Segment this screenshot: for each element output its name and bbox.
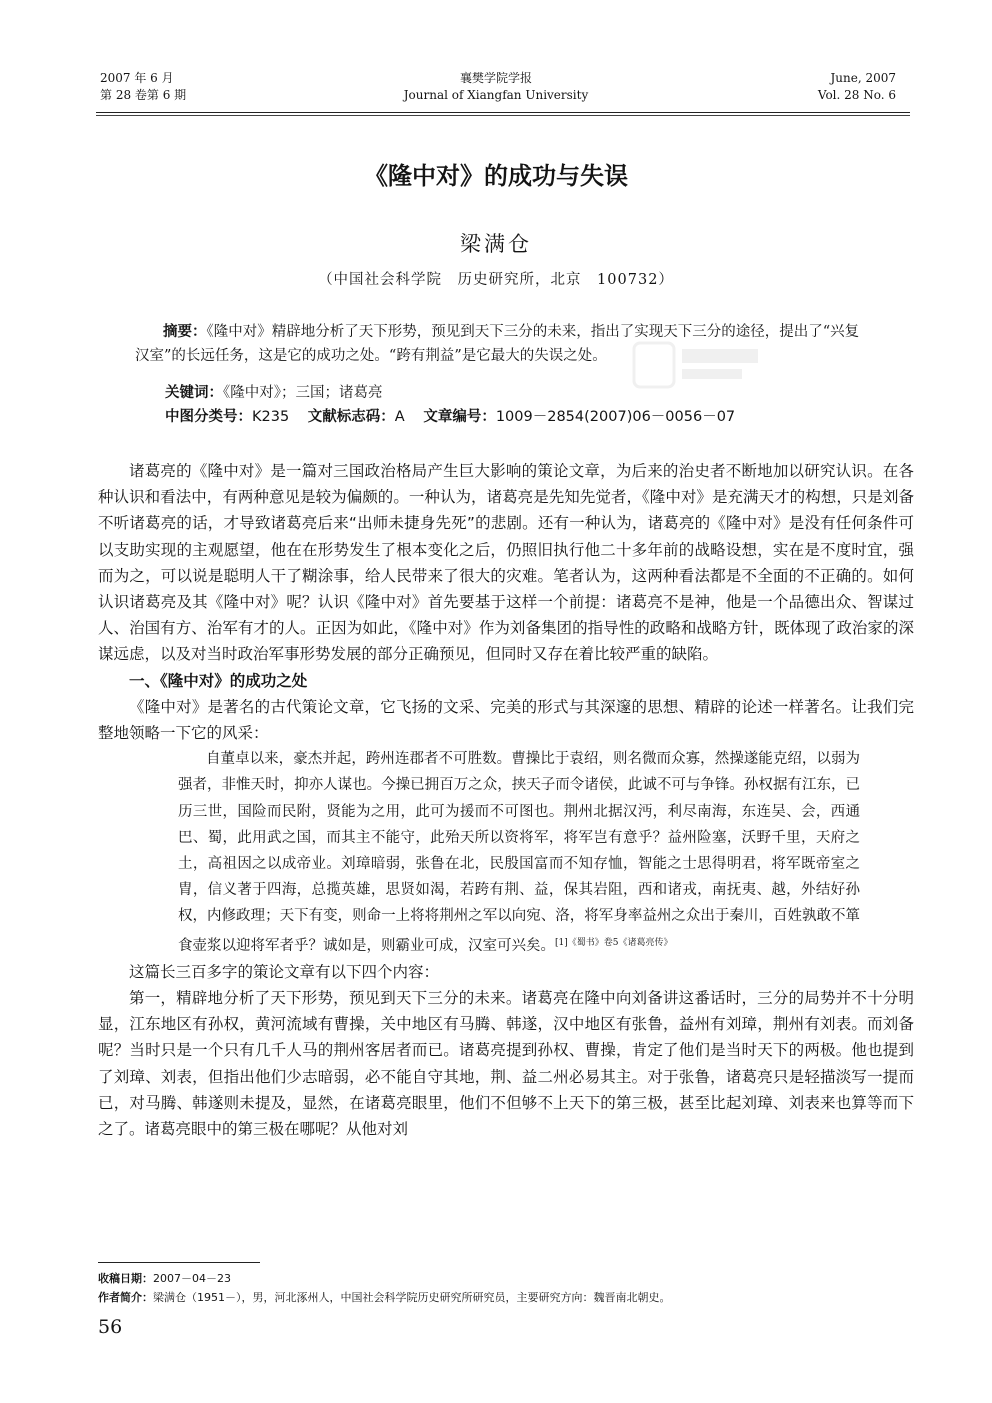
header-rule — [96, 112, 910, 113]
body-paragraph-3: 这篇长三百多字的策论文章有以下四个内容： — [129, 962, 440, 981]
footnote-received — [98, 1270, 918, 1288]
received-label: 收稿日期： — [98, 1272, 153, 1285]
footnote-rule — [98, 1262, 260, 1263]
issue-date: 2007 年 6 月 — [100, 71, 174, 85]
article-author: 梁满仓 — [460, 232, 532, 256]
point-text: 诸葛亮在隆中向刘备讲这番话时，三分的局势并不十分明显，江东地区有孙权，黄河流域有曹操，关中地区有马腾、韩遂，汉中地区有张鲁，益州有刘璋，荆州有刘表。而刘备呢？当时只是一个只有几千人马的荆州客居者而已。诸葛亮提到孙权、曹操，肯定了他们是当时天下的两极。他也提到了刘璋、刘表，但指出他们少志暗弱，必不能自守其地，荆、益二州必易其主。对于张鲁，诸葛亮只是轻描淡写一提而已，对马腾、韩遂则未提及，显然，在诸葛亮眼里，他们不但够不上天下的第三极，甚至比起刘璋、刘表来也算等而下之了。诸葛亮眼中的第三极在哪呢？从他对刘 — [98, 989, 914, 1139]
body-paragraph-2: 《隆中对》是著名的古代策论文章，它飞扬的文采、完美的形式与其深邃的思想、精辟的论述一样著名。让我们完整地领略一下它的风采： — [98, 697, 914, 743]
abstract-text: 《隆中对》精辟地分析了天下形势，预见到天下三分的未来，指出了实现天下三分的途径，提出了“兴复汉室”的长远任务，这是它的成功之处。“跨有荆益”是它最大的失误之处。 — [135, 324, 860, 364]
received-value: 2007－04－23 — [153, 1272, 231, 1285]
clc-value: K235 — [252, 409, 290, 425]
point-lead: 第一，精辟地分析了天下形势，预见到天下三分的未来。 — [129, 989, 522, 1008]
page-number: 56 — [98, 1316, 123, 1338]
author-affiliation: （中国社会科学院 历史研究所，北京 100732） — [318, 272, 674, 288]
quote-text: 自董卓以来，豪杰并起，跨州连郡者不可胜数。曹操比于袁绍，则名微而众寡，然操遂能克绍，以弱为强者，非惟天时，抑亦人谋也。今操已拥百万之众，挟天子而令诸侯，此诚不可与争锋。孙权据有江东，已历三世，国险而民附，贤能为之用，此可为援而不可图也。荆州北据汉沔，利尽南海，东连吴、会，西通巴、蜀，此用武之国，而其主不能守，此殆天所以资将军，将军岂有意乎？益州险塞，沃野千里，天府之土，高祖因之以成帝业。刘璋暗弱，张鲁在北，民殷国富而不知存恤，智能之士思得明君，将军既帝室之胄，信义著于四海，总揽英雄，思贤如渴，若跨有荆、益，保其岩阻，西和诸戎，南抚夷、越，外结好孙权，内修政理；天下有变，则命一上将将荆州之军以向宛、洛，将军身率益州之众出于秦川，百姓孰敢不箪食壶浆以迎将军者乎？诚如是，则霸业可成，汉室可兴矣。 — [178, 751, 860, 954]
quote-citation: [1]《蜀书》卷5《诸葛亮传》 — [555, 937, 673, 948]
article-no-value: 1009－2854(2007)06－0056－07 — [495, 409, 736, 425]
block-quote — [98, 746, 914, 959]
classification-line — [165, 405, 895, 429]
author-bio-label: 作者简介： — [98, 1291, 153, 1304]
body-paragraph-4 — [98, 985, 914, 1142]
journal-name-cn: 襄樊学院学报 — [459, 71, 532, 85]
section-heading-1: 一、《隆中对》的成功之处 — [129, 671, 308, 690]
doc-code-value: A — [394, 409, 405, 425]
clc-label: 中图分类号： — [165, 409, 252, 425]
keywords-text: 《隆中对》；三国；诸葛亮 — [223, 385, 383, 401]
article-title: 《隆中对》的成功与失误 — [364, 162, 628, 190]
keywords-label: 关键词： — [165, 385, 223, 401]
header-rule-thin — [96, 115, 910, 116]
issue-date-en: June, 2007 — [830, 71, 896, 85]
abstract-label: 摘要： — [163, 324, 207, 340]
doc-code-label: 文献标志码： — [307, 409, 395, 425]
journal-name-en: Journal of Xiangfan University — [403, 88, 589, 102]
volume-issue-en: Vol. 28 No. 6 — [817, 88, 896, 102]
body-paragraph-intro: 诸葛亮的《隆中对》是一篇对三国政治格局产生巨大影响的策论文章，为后来的治史者不断地加以研究认识。在各种认识和看法中，有两种意见是较为偏颇的。一种认为，诸葛亮是先知先觉者，《隆中对》是充满天才的构想，只是刘备不听诸葛亮的话，才导致诸葛亮后来“出师未捷身先死”的悲剧。还有一种认为，诸葛亮的《隆中对》是没有任何条件可以支助实现的主观愿望，他在在形势发生了根本变化之后，仍照旧执行他二十多年前的战略设想，实在是不度时宜，强而为之，可以说是聪明人干了糊涂事，给人民带来了很大的灾难。笔者认为，这两种看法都是不全面的不正确的。如何认识诸葛亮及其《隆中对》呢？认识《隆中对》首先要基于这样一个前提：诸葛亮不是神，他是一个品德出众、智谋过人、治国有方、治军有才的人。正因为如此，《隆中对》作为刘备集团的指导性的政略和战略方针，既体现了政治家的深谋远虑，以及对当时政治军事形势发展的部分正确预见，但同时又存在着比较严重的缺陷。 — [98, 462, 914, 664]
journal-date-volume-en — [818, 70, 896, 104]
watermark-logo — [632, 335, 762, 395]
footnote-author — [98, 1289, 918, 1307]
article-no-label: 文章编号： — [423, 409, 496, 425]
author-bio-value: 梁满仓（1951－），男，河北涿州人，中国社会科学院历史研究所研究员，主要研究方向：魏晋南北朝史。 — [153, 1291, 671, 1304]
volume-issue: 第 28 卷第 6 期 — [100, 88, 187, 102]
article-body — [98, 458, 914, 1142]
keywords — [165, 381, 895, 405]
